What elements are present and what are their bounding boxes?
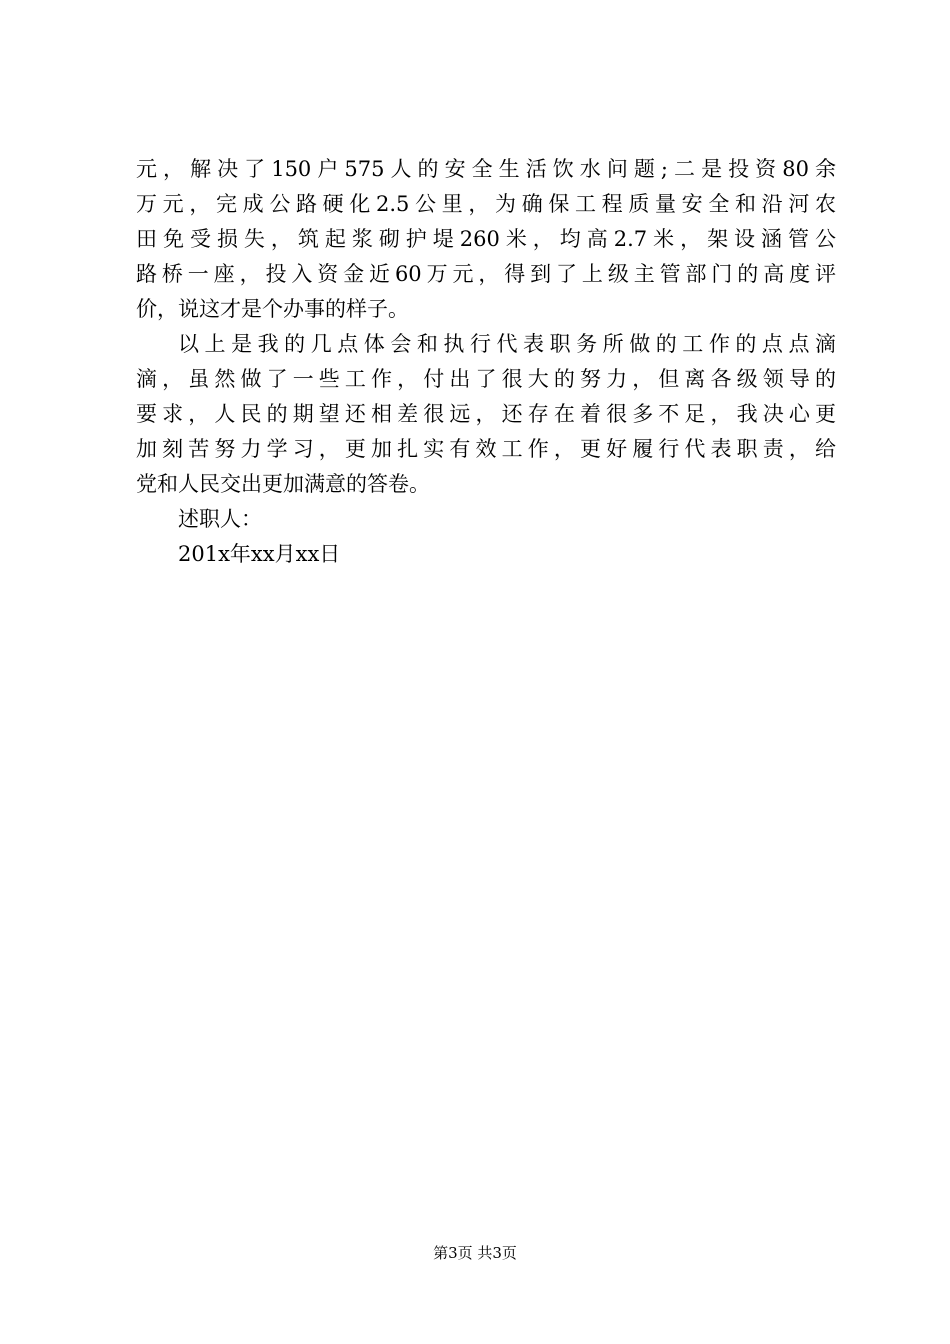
text-line: 加刻苦努力学习，更加扎实有效工作，更好履行代表职责，给 xyxy=(136,437,836,461)
text-line: 要求，人民的期望还相差很远，还存在着很多不足，我决心更 xyxy=(136,402,836,426)
text-line: 路桥一座，投入资金近60万元，得到了上级主管部门的高度评 xyxy=(136,262,836,286)
page-footer: 第3页 共3页 xyxy=(433,1244,517,1262)
signature-label: 述职人： xyxy=(178,507,262,531)
text-line: 价，说这才是个办事的样子。 xyxy=(136,297,409,321)
text-line: 田免受损失，筑起浆砌护堤260米，均高2.7米，架设涵管公 xyxy=(136,227,836,251)
text-line: 以上是我的几点体会和执行代表职务所做的工作的点点滴 xyxy=(178,332,836,356)
text-line: 党和人民交出更加满意的答卷。 xyxy=(136,472,430,496)
paragraph-continuation xyxy=(136,152,836,327)
document-body xyxy=(136,152,836,572)
paragraph-conclusion xyxy=(136,327,836,502)
signature-date: 201x年xx月xx日 xyxy=(178,542,341,566)
text-line: 元，解决了150户575人的安全生活饮水问题;二是投资80余 xyxy=(136,157,836,181)
signature-block xyxy=(136,502,836,572)
text-line: 滴，虽然做了一些工作，付出了很大的努力，但离各级领导的 xyxy=(136,367,836,391)
text-line: 万元，完成公路硬化2.5公里，为确保工程质量安全和沿河农 xyxy=(136,192,836,216)
